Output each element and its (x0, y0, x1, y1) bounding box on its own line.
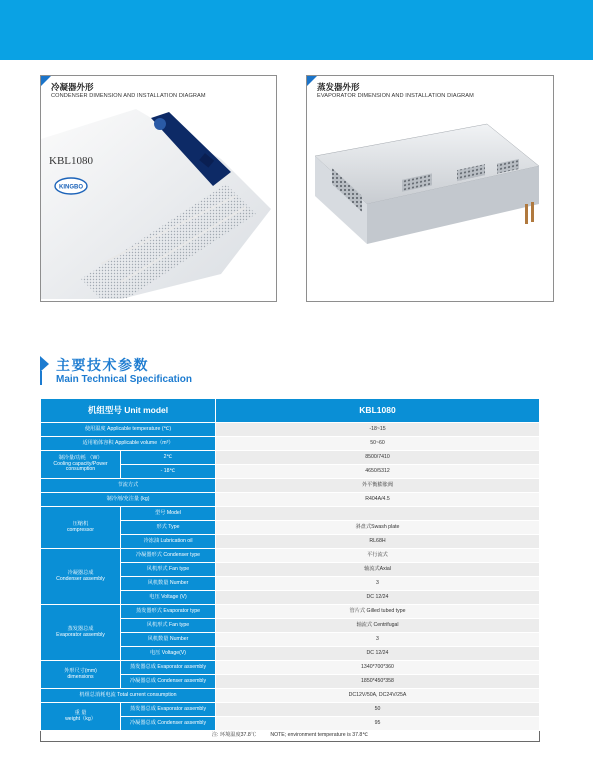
table-row (41, 703, 540, 717)
condenser-diagram-panel (40, 75, 277, 302)
group-label-en: Cooling capacity/Power consumption (53, 460, 108, 473)
note-row (41, 731, 540, 742)
spec-table (40, 398, 540, 742)
row-value: 3 (216, 633, 540, 647)
unit-model-label: 机组型号 Unit model (41, 399, 216, 423)
sub-label: 电压 Voltage (V) (121, 591, 216, 605)
row-value: 3 (216, 577, 540, 591)
row-value (216, 507, 540, 521)
row-value: 平行流式 (216, 549, 540, 563)
table-row (41, 479, 540, 493)
row-label: 适用箱体容积 Applicable volume（m³） (41, 437, 216, 451)
sub-label: 冷冻油 Lubrication oil (121, 535, 216, 549)
row-value: 轴流式Axial (216, 563, 540, 577)
table-row (41, 493, 540, 507)
table-row (41, 451, 540, 465)
row-value: 轴流式 Centrifugal (216, 619, 540, 633)
sub-label: 冷凝器形式 Condenser type (121, 549, 216, 563)
group-label-en: Evaporator assembly (56, 631, 105, 638)
row-value: DC 12/24 (216, 647, 540, 661)
sub-label: 冷凝器总成 Condenser assembly (121, 717, 216, 731)
row-value: 1850*450*358 (216, 675, 540, 689)
row-value: 95 (216, 717, 540, 731)
top-banner (0, 0, 593, 60)
row-value: DC12V/50A, DC24V/25A (216, 689, 540, 703)
sub-label: 蒸发器总成 Evaporator assembly (121, 703, 216, 717)
sub-label: 蒸发器形式 Evaporator type (121, 605, 216, 619)
kingbo-logo-text: KINGBO (59, 184, 83, 191)
sub-label: 风机形式 Fan type (121, 563, 216, 577)
group-label-cn: 制冷量/功耗 （W） (58, 454, 103, 461)
sub-label: 型号 Model (121, 507, 216, 521)
spec-title-cn: 主要技术参数 (56, 357, 149, 373)
condenser-model-label: KBL1080 (49, 155, 93, 167)
condenser-title-cn: 冷凝器外形 (51, 82, 94, 92)
table-row (41, 661, 540, 675)
group-label-cn: 蒸发器总成 (67, 625, 94, 632)
row-value: RL68H (216, 535, 540, 549)
table-row (41, 605, 540, 619)
table-header-row (41, 399, 540, 423)
table-note: 注: 环境温度37.8℃ NOTE; environment temperature is 37.8℃ (41, 731, 540, 742)
group-label-en: compressor (66, 526, 95, 533)
group-label-condenser (41, 549, 121, 605)
row-value: 8500/7410 (216, 451, 540, 465)
table-row (41, 549, 540, 563)
row-label: 制冷剂/充注量 (kg) (41, 493, 216, 507)
group-label-dimensions (41, 661, 121, 689)
evaporator-unit-image (307, 104, 553, 299)
row-label: 节流方式 (41, 479, 216, 493)
condenser-title-en: CONDENSER DIMENSION AND INSTALLATION DIAGRAM (51, 93, 206, 99)
row-value: 管片式 Gilled tubed type (216, 605, 540, 619)
group-label-cn: 外形尺寸(mm) (64, 667, 97, 674)
sub-label: 冷凝器总成 Condenser assembly (121, 675, 216, 689)
sub-label: 风机形式 Fan type (121, 619, 216, 633)
spec-title-en: Main Technical Specification (56, 374, 192, 385)
sub-label: 风机数量 Number (121, 577, 216, 591)
group-label-cooling (41, 451, 121, 479)
group-label-en: weight（kg） (65, 715, 96, 722)
sub-label: 形式 Type (121, 521, 216, 535)
group-label-evaporator (41, 605, 121, 661)
group-label-en: Condenser assembly (56, 575, 105, 582)
triangle-marker-icon (40, 356, 49, 372)
evaporator-title-en: EVAPORATOR DIMENSION AND INSTALLATION DIAGRAM (317, 93, 474, 99)
spec-section-heading (40, 355, 340, 390)
row-value: 外平衡膨胀阀 (216, 479, 540, 493)
row-value: -18~15 (216, 423, 540, 437)
row-value: DC 12/24 (216, 591, 540, 605)
group-label-en: dimensions (67, 673, 94, 680)
group-label-compressor (41, 507, 121, 549)
unit-model-value: KBL1080 (216, 399, 540, 423)
evaporator-title-cn: 蒸发器外形 (317, 82, 360, 92)
row-value: R404A/4.5 (216, 493, 540, 507)
table-row (41, 507, 540, 521)
row-value: 50~60 (216, 437, 540, 451)
sub-label: 风机数量 Number (121, 633, 216, 647)
row-label: 机组总消耗电流 Total current consumption (41, 689, 216, 703)
sub-label: 电压 Voltage(V) (121, 647, 216, 661)
row-value: 4650/5312 (216, 465, 540, 479)
kingbo-logo-icon (55, 178, 87, 194)
sub-label: 2℃ (121, 451, 216, 465)
row-value: 1340*700*360 (216, 661, 540, 675)
sub-label: 蒸发器总成 Evaporator assembly (121, 661, 216, 675)
group-label-cn: 冷凝器总成 (67, 569, 94, 576)
evaporator-diagram-panel (306, 75, 554, 302)
corner-marker-icon (41, 76, 51, 86)
table-row (41, 689, 540, 703)
table-row (41, 423, 540, 437)
condenser-panel-title (41, 76, 276, 104)
group-label-cn: 重 量 (74, 709, 87, 716)
group-label-cn: 压缩机 (72, 520, 89, 527)
condenser-unit-image (41, 104, 276, 299)
row-value: 50 (216, 703, 540, 717)
row-value: 斜盘式Swash plate (216, 521, 540, 535)
row-label: 使用温度 Applicable temperature (℃) (41, 423, 216, 437)
heading-bar (40, 371, 42, 385)
evaporator-panel-title (307, 76, 553, 104)
table-row (41, 437, 540, 451)
sub-label: - 18℃ (121, 465, 216, 479)
corner-marker-icon (307, 76, 317, 86)
group-label-weight (41, 703, 121, 731)
